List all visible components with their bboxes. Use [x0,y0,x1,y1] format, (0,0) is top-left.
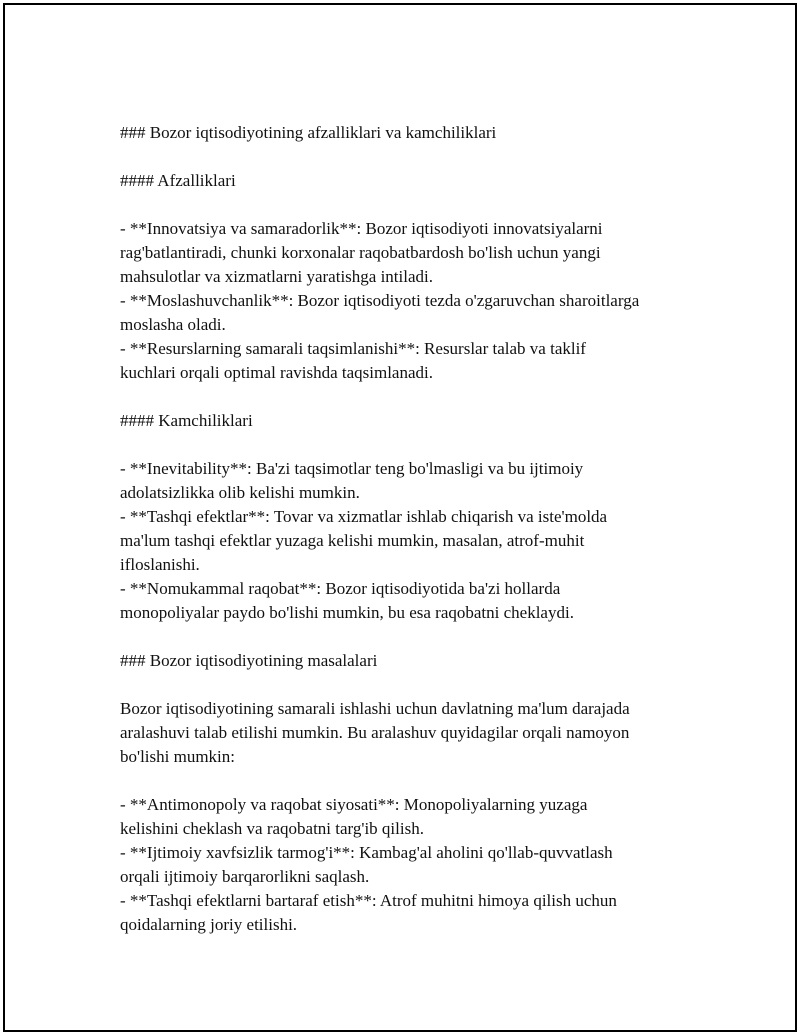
text-line: moslasha oladi. [120,315,226,334]
text-line: - **Resurslarning samarali taqsimlanishi**: Resurslar talab va taklif [120,339,586,358]
blank-line [120,433,690,457]
text-line: - **Tashqi efektlarni bartaraf etish**: Atrof muhitni himoya qilish uchun [120,891,617,910]
text-line: qoidalarning joriy etilishi. [120,915,298,934]
heading-main: ### Bozor iqtisodiyotining afzalliklari va kamchiliklari [120,123,497,142]
text-line: Bozor iqtisodiyotining samarali ishlashi uchun davlatning ma'lum darajada [120,699,630,718]
text-line: - **Innovatsiya va samaradorlik**: Bozor iqtisodiyoti innovatsiyalarni [120,219,603,238]
blank-line [120,673,690,697]
page-frame [3,3,797,1032]
text-line: ma'lum tashqi efektlar yuzaga kelishi mumkin, masalan, atrof-muhit [120,531,585,550]
text-line: kelishini cheklash va raqobatni targ'ib qilish. [120,819,424,838]
text-line: aralashuvi talab etilishi mumkin. Bu aralashuv quyidagilar orqali namoyon [120,723,630,742]
text-line: - **Inevitability**: Ba'zi taqsimotlar teng bo'lmasligi va bu ijtimoiy [120,459,584,478]
text-line: rag'batlantiradi, chunki korxonalar raqobatbardosh bo'lish uchun yangi [120,243,601,262]
blank-line [120,145,690,169]
text-line: ifloslanishi. [120,555,200,574]
text-line: - **Nomukammal raqobat**: Bozor iqtisodiyotida ba'zi hollarda [120,579,561,598]
heading-masalalari: ### Bozor iqtisodiyotining masalalari [120,651,378,670]
heading-afzalliklari: #### Afzalliklari [120,171,236,190]
text-line: - **Moslashuvchanlik**: Bozor iqtisodiyoti tezda o'zgaruvchan sharoitlarga [120,291,640,310]
text-line: - **Ijtimoiy xavfsizlik tarmog'i**: Kambag'al aholini qo'llab-quvvatlash [120,843,613,862]
blank-line [120,769,690,793]
blank-line [120,385,690,409]
text-line: bo'lishi mumkin: [120,747,235,766]
text-line: - **Tashqi efektlar**: Tovar va xizmatlar ishlab chiqarish va iste'molda [120,507,608,526]
heading-kamchiliklari: #### Kamchiliklari [120,411,253,430]
text-line: mahsulotlar va xizmatlarni yaratishga intiladi. [120,267,433,286]
blank-line [120,625,690,649]
text-line: adolatsizlikka olib kelishi mumkin. [120,483,360,502]
document-body [120,121,690,937]
text-line: orqali ijtimoiy barqarorlikni saqlash. [120,867,370,886]
text-line: - **Antimonopoly va raqobat siyosati**: Monopoliyalarning yuzaga [120,795,588,814]
text-line: monopoliyalar paydo bo'lishi mumkin, bu esa raqobatni cheklaydi. [120,603,574,622]
blank-line [120,193,690,217]
text-line: kuchlari orqali optimal ravishda taqsimlanadi. [120,363,433,382]
